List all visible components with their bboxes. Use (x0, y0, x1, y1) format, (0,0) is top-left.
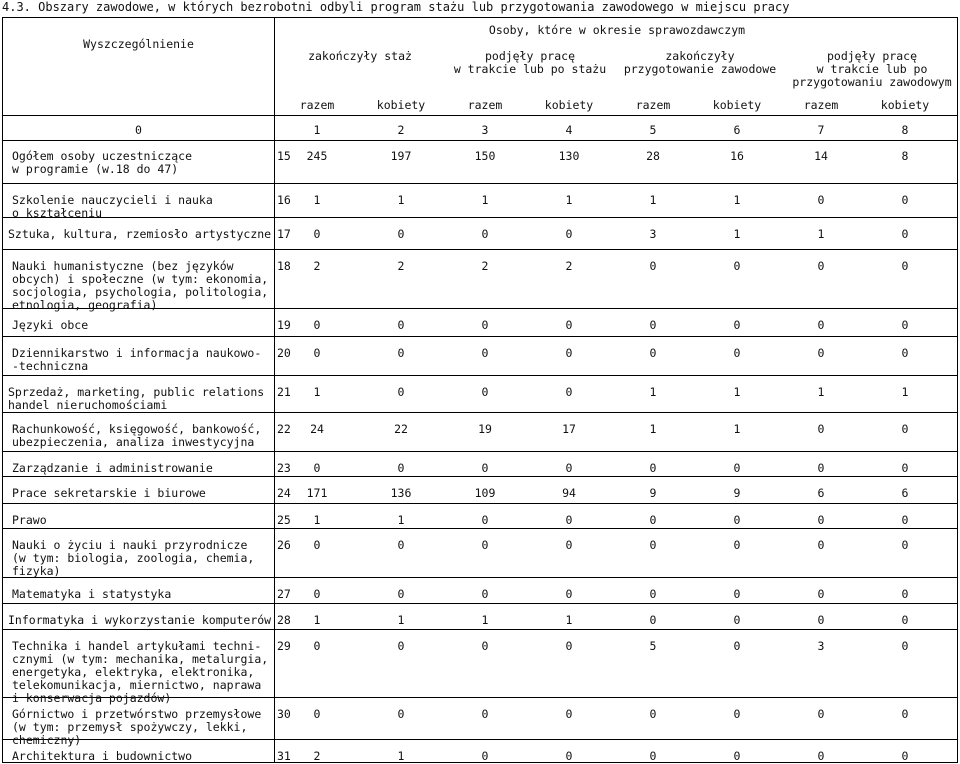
row-label (12, 750, 192, 763)
row-label-line: Nauki humanistyczne (bez języków (12, 259, 234, 273)
table-cell: 136 (390, 486, 412, 500)
table-cell: 0 (397, 227, 405, 241)
row-label-line: socjologia, psychologia, politologia, (12, 285, 269, 299)
column-number: 0 (135, 123, 142, 137)
table-row (3, 578, 957, 604)
row-label (12, 640, 268, 705)
row-label-line: handel nieruchomościami (8, 398, 168, 412)
table-cell: 0 (901, 613, 909, 627)
subheader-kobiety: kobiety (712, 98, 762, 112)
subheader-razem: razem (467, 98, 503, 112)
table-cell: 0 (565, 318, 573, 332)
row-label-line: Języki obce (12, 318, 89, 332)
table-cell: 0 (733, 346, 741, 360)
table-row (3, 740, 957, 764)
table-row (3, 218, 957, 250)
table-cell: 1 (649, 193, 657, 207)
table-row (3, 698, 957, 747)
table-cell: 0 (313, 538, 321, 552)
row-label-line: Zarządzanie i administrowanie (12, 461, 213, 475)
header-col-podjely-2-line3: przygotowaniu zawodowym (792, 75, 952, 89)
table-cell: 0 (901, 707, 909, 721)
row-number: 29 (277, 639, 291, 653)
table-cell: 0 (733, 707, 741, 721)
table-cell: 0 (565, 385, 573, 399)
table-cell: 2 (313, 259, 321, 273)
row-label (12, 150, 192, 176)
row-label (12, 423, 261, 449)
table-cell: 0 (313, 707, 321, 721)
table-cell: 0 (481, 639, 489, 653)
table-cell: 1 (397, 193, 405, 207)
header-col-podjely-2-line2: w trakcie lub po (816, 62, 928, 76)
table-cell: 0 (901, 461, 909, 475)
table-cell: 9 (649, 486, 657, 500)
table-row (3, 250, 957, 312)
subheader-kobiety: kobiety (880, 98, 930, 112)
row-number: 30 (277, 707, 291, 721)
table-cell: 0 (481, 227, 489, 241)
table-cell: 109 (474, 486, 496, 500)
row-label-line: w programie (w.18 do 47) (12, 162, 179, 176)
table-row (3, 452, 957, 477)
table-cell: 0 (481, 461, 489, 475)
table-cell: 0 (565, 707, 573, 721)
table-cell: 0 (817, 587, 825, 601)
row-label (12, 194, 213, 220)
row-label (12, 487, 206, 500)
row-label-line: etnologia, geografia) (12, 298, 158, 312)
row-label (12, 260, 268, 312)
row-label-line: Nauki o życiu i nauki przyrodnicze (12, 538, 248, 552)
table-cell: 0 (649, 707, 657, 721)
header-col-zakonczyly-line1: zakończyły (665, 49, 735, 63)
table-cell: 0 (481, 318, 489, 332)
table-cell: 0 (649, 259, 657, 273)
row-label-line: Informatyka i wykorzystanie komputerów (8, 613, 272, 627)
header-col-podjely-2-line1: podjęły pracę (826, 49, 917, 63)
table-cell: 0 (481, 587, 489, 601)
table-cell: 0 (565, 639, 573, 653)
table-cell: 0 (901, 538, 909, 552)
table-cell: 16 (730, 149, 744, 163)
table-row (3, 337, 957, 376)
row-label-line: chemiczny) (12, 733, 82, 747)
column-number: 8 (901, 123, 909, 137)
table-cell: 0 (901, 513, 909, 527)
table-cell: 22 (394, 422, 408, 436)
table-cell: 0 (901, 749, 909, 763)
column-number: 4 (565, 123, 573, 137)
table-cell: 1 (313, 513, 321, 527)
row-label-line: Szkolenie nauczycieli i nauka (12, 193, 213, 207)
row-label-line: (w tym: biologia, zoologia, chemia, (12, 551, 255, 565)
table-cell: 0 (397, 346, 405, 360)
header-group: Osoby, które w okresie sprawozdawczym (488, 23, 746, 37)
table-cell: 1 (565, 193, 573, 207)
row-label-line: Ogółem osoby uczestniczące (12, 149, 193, 163)
table-cell: 0 (565, 346, 573, 360)
column-number: 2 (397, 123, 405, 137)
header-col-zakonczyly (615, 50, 785, 76)
table-cell: 0 (397, 639, 405, 653)
row-label-line: (w tym: przemysł spożywczy, lekki, (12, 720, 248, 734)
table-cell: 0 (649, 538, 657, 552)
subheader-razem: razem (299, 98, 335, 112)
row-label-line: Technika i handel artykułami techni- (12, 639, 262, 653)
row-label-line: telekomunikacja, miernictwo, naprawa (12, 678, 262, 692)
row-label-line: obcych) i społeczne (w tym: ekonomia, (12, 272, 269, 286)
row-number: 24 (277, 486, 291, 500)
row-number: 21 (277, 385, 291, 399)
table-cell: 0 (901, 227, 909, 241)
table-cell: 0 (817, 538, 825, 552)
header-col-podjely-2 (785, 50, 959, 89)
row-label (8, 386, 264, 412)
table-cell: 0 (649, 461, 657, 475)
table-cell: 0 (481, 538, 489, 552)
table-cell: 1 (313, 385, 321, 399)
column-number: 7 (817, 123, 825, 137)
table-cell: 0 (313, 346, 321, 360)
table-cell: 2 (397, 259, 405, 273)
row-number: 25 (277, 513, 291, 527)
table-cell: 0 (649, 587, 657, 601)
row-label-line: Sprzedaż, marketing, public relations (8, 385, 265, 399)
header-divider (3, 115, 957, 116)
table-cell: 94 (562, 486, 576, 500)
table-cell: 2 (481, 259, 489, 273)
table-cell: 1 (397, 613, 405, 627)
table-row (3, 529, 957, 578)
table-cell: 0 (313, 587, 321, 601)
table-cell: 0 (481, 513, 489, 527)
row-label-line: Architektura i budownictwo (12, 749, 193, 763)
row-label-line: o kształceniu (12, 206, 103, 220)
table-cell: 0 (733, 639, 741, 653)
table-cell: 1 (901, 385, 909, 399)
table-cell: 0 (901, 346, 909, 360)
header-col-podjely-1-line2: w trakcie lub po stażu (453, 62, 607, 76)
row-label-line: ubezpieczenia, analiza inwestycyjna (12, 435, 255, 449)
column-number: 3 (481, 123, 489, 137)
table-cell: 0 (565, 749, 573, 763)
row-number: 15 (277, 149, 291, 163)
row-number: 23 (277, 461, 291, 475)
table-cell: 0 (733, 749, 741, 763)
column-number: 6 (733, 123, 741, 137)
column-number: 5 (649, 123, 657, 137)
row-label (12, 319, 88, 332)
table-cell: 0 (313, 318, 321, 332)
table-cell: 0 (397, 461, 405, 475)
row-label (12, 347, 261, 373)
row-number: 17 (277, 227, 291, 241)
table-cell: 0 (565, 461, 573, 475)
table-cell: 0 (901, 587, 909, 601)
data-table (2, 17, 958, 763)
table-cell: 1 (313, 193, 321, 207)
table-cell: 0 (397, 587, 405, 601)
table-cell: 0 (481, 346, 489, 360)
row-number: 20 (277, 346, 291, 360)
row-number: 31 (277, 749, 291, 763)
table-cell: 0 (313, 227, 321, 241)
table-cell: 0 (565, 587, 573, 601)
subheader-razem: razem (635, 98, 671, 112)
table-cell: 0 (901, 193, 909, 207)
table-cell: 0 (817, 193, 825, 207)
table-row (3, 630, 957, 705)
row-label-line: Sztuka, kultura, rzemiosło artystyczne (8, 227, 272, 241)
table-row (3, 504, 957, 529)
table-cell: 0 (649, 613, 657, 627)
row-label-line: Matematyka i statystyka (12, 587, 172, 601)
table-row (3, 184, 957, 218)
table-row (3, 140, 957, 184)
table-cell: 0 (901, 318, 909, 332)
table-row (3, 309, 957, 337)
table-cell: 2 (313, 749, 321, 763)
table-cell: 1 (817, 227, 825, 241)
table-cell: 0 (817, 707, 825, 721)
table-cell: 0 (397, 318, 405, 332)
table-cell: 0 (733, 461, 741, 475)
row-label (12, 514, 47, 527)
table-cell: 0 (397, 707, 405, 721)
row-number: 28 (277, 613, 291, 627)
table-cell: 0 (649, 513, 657, 527)
table-cell: 0 (313, 461, 321, 475)
table-cell: 0 (733, 318, 741, 332)
table-cell: 1 (397, 513, 405, 527)
header-col-podjely-1 (445, 50, 615, 76)
table-cell: 0 (901, 259, 909, 273)
table-cell: 130 (558, 149, 580, 163)
table-cell: 0 (733, 587, 741, 601)
table-cell: 19 (478, 422, 492, 436)
table-cell: 0 (817, 259, 825, 273)
header-col-staz: zakończyły staż (308, 49, 412, 63)
table-cell: 28 (646, 149, 660, 163)
row-label-line: Prace sekretarskie i biurowe (12, 486, 206, 500)
table-cell: 1 (565, 613, 573, 627)
row-number: 26 (277, 538, 291, 552)
row-label (12, 539, 254, 578)
table-cell: 0 (733, 259, 741, 273)
row-label-line: Dziennikarstwo i informacja naukowo- (12, 346, 262, 360)
table-cell: 197 (390, 149, 412, 163)
table-cell: 24 (310, 422, 324, 436)
row-number: 16 (277, 193, 291, 207)
table-cell: 1 (733, 385, 741, 399)
table-row (3, 604, 957, 630)
header-col-podjely-1-line1: podjęły pracę (484, 49, 575, 63)
table-cell: 0 (733, 613, 741, 627)
table-cell: 0 (397, 538, 405, 552)
table-cell: 3 (817, 639, 825, 653)
table-cell: 0 (481, 749, 489, 763)
subheader-kobiety: kobiety (544, 98, 594, 112)
table-cell: 8 (901, 149, 909, 163)
table-cell: 150 (474, 149, 496, 163)
subheader-razem: razem (803, 98, 839, 112)
table-row (3, 477, 957, 504)
page-title: 4.3. Obszary zawodowe, w których bezrobotni odbyli program stażu lub przygotowania zawodowego w miejscu pracy (2, 0, 790, 14)
table-cell: 0 (901, 422, 909, 436)
table-cell: 6 (901, 486, 909, 500)
table-cell: 14 (814, 149, 828, 163)
table-cell: 0 (565, 513, 573, 527)
header-spec: Wyszczególnienie (83, 37, 194, 51)
table-cell: 0 (649, 346, 657, 360)
row-number: 19 (277, 318, 291, 332)
row-label (12, 462, 213, 475)
table-cell: 0 (817, 318, 825, 332)
row-label (12, 588, 171, 601)
row-label-line: cznymi (w tym: mechanika, metalurgia, (12, 652, 269, 666)
row-number: 18 (277, 259, 291, 273)
table-cell: 1 (733, 193, 741, 207)
row-label-line: i konserwacja pojazdów) (12, 691, 172, 705)
table-cell: 0 (565, 227, 573, 241)
row-label-line: Górnictwo i przetwórstwo przemysłowe (12, 707, 262, 721)
table-cell: 1 (649, 385, 657, 399)
table-cell: 3 (649, 227, 657, 241)
table-cell: 1 (733, 422, 741, 436)
table-cell: 245 (306, 149, 328, 163)
row-label-line: energetyka, elektryka, elektronika, (12, 665, 255, 679)
table-cell: 0 (397, 385, 405, 399)
row-label (8, 228, 271, 241)
row-label-line: -techniczna (12, 359, 89, 373)
table-cell: 6 (817, 486, 825, 500)
table-cell: 0 (565, 538, 573, 552)
subheader-kobiety: kobiety (376, 98, 426, 112)
table-cell: 0 (817, 513, 825, 527)
row-label-line: fizyka) (12, 564, 61, 578)
table-cell: 171 (306, 486, 328, 500)
table-cell: 1 (313, 613, 321, 627)
table-row (3, 376, 957, 413)
row-number: 22 (277, 422, 291, 436)
table-cell: 1 (649, 422, 657, 436)
header-col-zakonczyly-line2: przygotowanie zawodowe (623, 62, 777, 76)
table-cell: 9 (733, 486, 741, 500)
table-cell: 0 (733, 538, 741, 552)
table-cell: 0 (817, 613, 825, 627)
table-cell: 2 (565, 259, 573, 273)
table-cell: 0 (733, 513, 741, 527)
table-cell: 1 (733, 227, 741, 241)
table-cell: 1 (397, 749, 405, 763)
table-cell: 1 (817, 385, 825, 399)
table-cell: 0 (817, 749, 825, 763)
table-cell: 0 (901, 639, 909, 653)
table-cell: 1 (481, 613, 489, 627)
table-cell: 0 (817, 461, 825, 475)
row-label-line: Rachunkowość, księgowość, bankowość, (12, 422, 262, 436)
table-cell: 1 (481, 193, 489, 207)
table-cell: 17 (562, 422, 576, 436)
table-row (3, 413, 957, 452)
row-number: 27 (277, 587, 291, 601)
column-number: 1 (313, 123, 321, 137)
table-cell: 0 (649, 318, 657, 332)
table-cell: 0 (817, 346, 825, 360)
table-cell: 0 (817, 422, 825, 436)
table-cell: 0 (313, 639, 321, 653)
table-cell: 0 (481, 707, 489, 721)
row-label-line: Prawo (12, 513, 47, 527)
table-cell: 5 (649, 639, 657, 653)
row-label (8, 614, 271, 627)
table-cell: 0 (481, 385, 489, 399)
table-cell: 0 (649, 749, 657, 763)
